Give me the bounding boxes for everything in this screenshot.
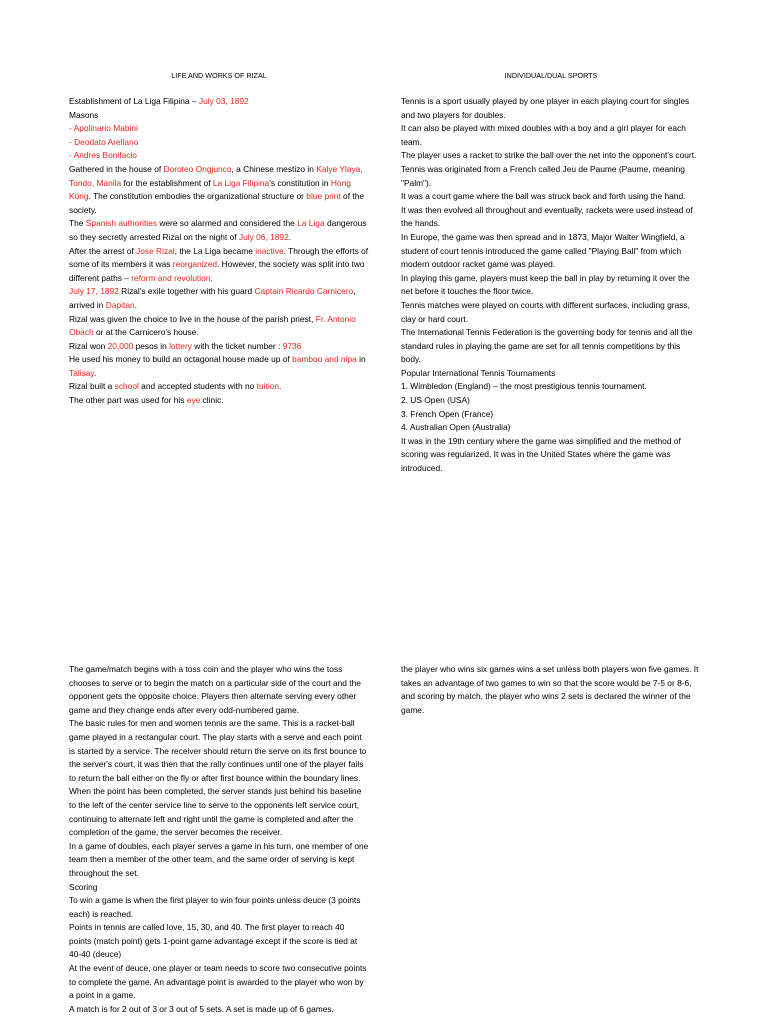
highlighted-text: Doroteo Ongjunco [163,163,232,174]
text-run: and accepted students with no [138,381,257,392]
paragraph [69,394,369,408]
paragraph: 4. Australian Open (Australia) [401,422,511,433]
paragraph: It can also be played with mixed doubles with a boy and a girl player for each team. [401,123,686,147]
paragraph: In Europe, the game was then spread and in 1873, Major Walter Wingfield, a student of court tennis introduced the game called "Playing Ball" from which modern outdoor racket game was played. [401,231,685,270]
highlighted-text: Fr. Antonio Obach [69,313,356,338]
text-run: of the society. [69,191,365,215]
text-run: for the establishment of [121,177,213,188]
highlighted-text: Dapitan [105,299,135,310]
highlighted-text: Spanish authorities [85,218,157,229]
highlighted-text: - Deodato Arellano [69,136,139,147]
text-run: . [279,381,282,392]
tennis-scoring-notes [401,663,701,717]
highlighted-text: tuition [256,381,279,392]
paragraph [69,340,369,354]
highlighted-text: 20,000 [107,340,134,351]
right-column-title: INDIVIDUAL/DUAL SPORTS [504,71,598,80]
paragraph: The player uses a racket to strike the ball over the net into the opponent's court. [401,150,697,161]
highlighted-text: blue print [306,191,341,202]
text-run: . However, the society was split into two different paths – [69,259,365,283]
text-run: or at the Carnicero's house. [93,327,199,338]
paragraph: At the event of deuce, one player or team needs to score two consecutive points to complete the game. An advantage point is awarded to the player who won by a point in a game. [69,963,367,1001]
highlighted-text: 9736 [282,340,302,351]
paragraph: Tennis is a sport usually played by one player in each playing court for singles and two players for doubles. [401,96,690,120]
text-run: , a Chinese mestizo in [231,163,317,174]
rizal-notes [69,95,369,408]
paragraph [69,217,369,244]
paragraph: A match is for 2 out of 3 or 3 out of 5 sets. A set is made up of 6 games. [69,1003,334,1014]
text-run: The other part was used for his [69,395,187,406]
paragraph [69,353,369,380]
highlighted-text: Kalye Ylaya, Tondo, Manila [69,163,363,188]
paragraph: the player who wins six games wins a set unless both players won five games. It takes an advantage of two games to win so that the score would be 7-5 or 8-6, and scoring by match, the player who wins 2 sets is declared the winner of the game. [401,664,699,715]
paragraph: Scoring [69,881,98,892]
paragraph [69,163,369,217]
paragraph [69,285,369,312]
paragraph: Points in tennis are called love, 15, 30, and 40. The first player to reach 40 points (match point) gets 1-point game advantage except if the score is tied at 40-40 (deuce) [69,922,358,960]
paragraph: 1. Wimbledon (England) – the most prestigious tennis tournament. [401,381,647,392]
text-run: Rizal built a [69,381,115,392]
tennis-rules-notes [69,663,369,1016]
paragraph: Tennis matches were played on courts with different surfaces, including grass, clay or hard court. [401,299,690,324]
text-run: Gathered in the house of [69,163,164,174]
highlighted-text: July 03, 1892 [198,96,249,106]
paragraph [69,122,369,136]
tennis-notes [401,95,701,476]
highlighted-text: Talisay [69,367,94,378]
paragraph: In a game of doubles, each player serves a game in his turn, one member of one team then a member of the other team, and the same order of serving is kept throughout the set. [69,840,369,878]
highlighted-text: - Apolinario Mabini [69,123,138,134]
text-run: , arrived in [69,286,356,310]
text-run: , the La Liga became [174,245,256,256]
paragraph [69,109,369,123]
paragraph: The basic rules for men and women tennis are the same. This is a racket-ball game played in a rectangular court. The play starts with a serve and each point is started by a service. The receiver should return the serve on its first bounce to the server's court, it was then that the rally continues until one of the player fails to return the ball either on the fly or after first bounce within the boundary lines. When the point has been completed, the server stands just behind his baseline to the left of the center service line to serve to the opponents left service court, continuing to alternate left and right until the game is completed and after the completion of the game, the server becomes the receiver. [69,718,367,838]
paragraph: Tennis was originated from a French called Jeu de Paume (Paume, meaning "Palm"). [401,163,685,188]
highlighted-text: lottery [169,340,192,351]
text-run: dangerous so they secretly arrested Rizal on the night of [69,218,367,242]
text-run: 's constitution in [269,177,331,188]
paragraph: It was in the 19th century where the game was simplified and the method of scoring was regularized. It was in the United States where the game was introduced. [401,435,681,474]
text-run: Rizal won [69,340,108,351]
text-run: Establishment of La Liga Filipina – [69,96,199,106]
text-run: . The constitution embodies the organizational structure or [88,191,307,202]
text-run: The [69,218,86,229]
highlighted-text: inactive [255,245,284,256]
highlighted-text: La Liga Filipina [212,177,270,188]
text-run: . [134,299,137,310]
text-run: clinic. [200,395,224,406]
paragraph: The International Tennis Federation is the governing body for tennis and all the standard rules in playing the game are set for all tennis competitions by this body. [401,327,693,365]
highlighted-text: Hong Kong [69,177,351,202]
paragraph [69,380,369,394]
paragraph: In playing this game, players must keep the ball in play by returning it over the net before it touches the floor twice. [401,272,690,297]
paragraph: Popular International Tennis Tournaments [401,367,556,378]
paragraph: The game/match begins with a toss coin and the player who wins the toss chooses to serve or to begin the match on a particular side of the court and the opponent gets the opposite choice. Players then alternate serving every other game and they change ends after every odd-numbered game. [69,664,361,715]
highlighted-text: Captain Ricardo Carnicero [254,286,354,297]
highlighted-text: La Liga [297,218,325,229]
text-run: He used his money to build an octagonal house made up of [69,354,293,365]
highlighted-text: bamboo and nipa [292,354,357,365]
text-run: Rizal's exile together with his guard [118,286,255,297]
text-run: were so alarmed and considered the [157,218,298,229]
text-run: . Through the efforts of some of its members it was [69,245,369,270]
paragraph [69,136,369,150]
paragraph: It was a court game where the ball was struck back and forth using the hand. [401,191,686,202]
paragraph: To win a game is when the first player to win four points unless deuce (3 points each) is reached. [69,895,361,919]
highlighted-text: reorganized [172,259,218,270]
paragraph [69,245,369,286]
text-run: Rizal was given the choice to live in the house of the parish priest, [69,313,316,324]
paragraph: 2. US Open (USA) [401,395,470,406]
text-run: . [288,231,292,242]
highlighted-text: July 17, 1892 [69,286,119,297]
paragraph: 3. French Open (France) [401,408,494,419]
paragraph [69,313,369,340]
text-run: After the arrest of [69,245,137,256]
highlighted-text: - Andres Bonifacio [69,150,137,161]
paragraph: It was then evolved all throughout and eventually, rackets were used instead of the hands. [401,204,693,229]
highlighted-text: reform and revolution. [131,272,213,283]
text-run: in [356,354,366,365]
highlighted-text: July 06, 1892 [238,231,289,242]
text-run: with the ticket number : [191,340,283,351]
paragraph [69,149,369,163]
text-run: . [93,367,97,378]
highlighted-text: school [114,381,139,392]
text-run: Masons [69,109,99,120]
highlighted-text: Jose Rizal [136,245,175,256]
text-run: pesos in [133,340,170,351]
paragraph [69,95,369,109]
left-column-title: LIFE AND WORKS OF RIZAL [171,71,267,80]
highlighted-text: eye [186,395,201,406]
